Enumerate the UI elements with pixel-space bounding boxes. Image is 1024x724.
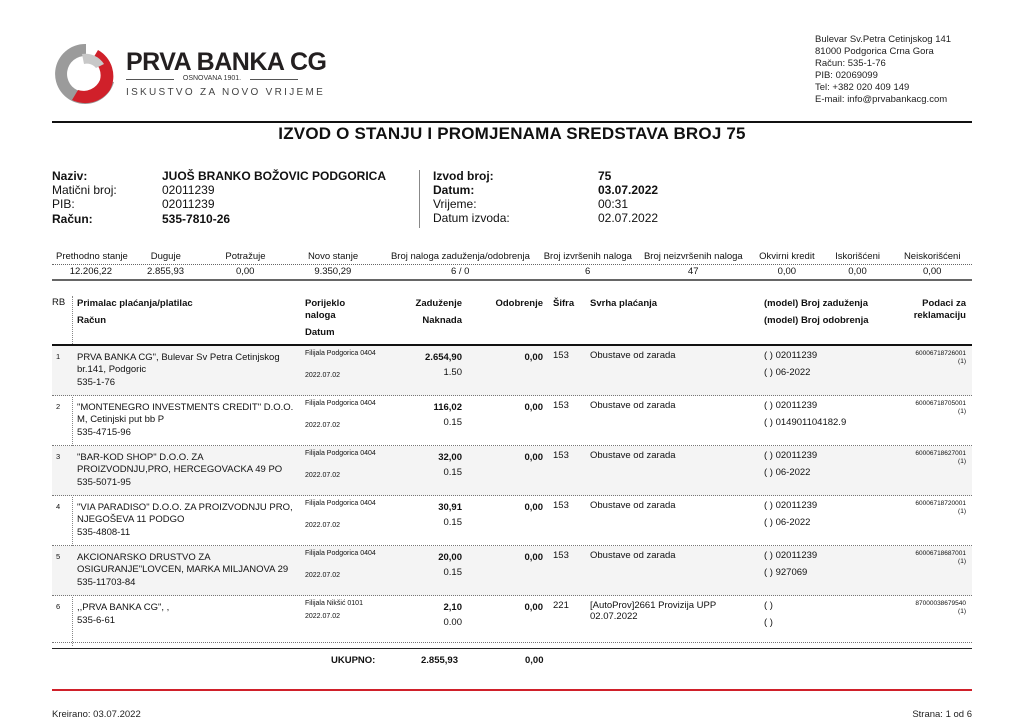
- row-claim-id: 60006718705001: [915, 400, 966, 407]
- bank-pib: PIB: 02069099: [815, 70, 878, 81]
- summary-credit: 0,00: [235, 266, 255, 277]
- row-code: 153: [553, 500, 569, 511]
- summary-used: 0,00: [848, 266, 867, 277]
- row-payee: "MONTENEGRO INVESTMENTS CREDIT" D.O.O. M, Cetinjski put bb P: [77, 402, 294, 425]
- table-row[interactable]: [52, 596, 972, 643]
- bank-account: Račun: 535-1-76: [815, 58, 886, 69]
- summary-header-cell: Prethodno stanje: [56, 251, 128, 262]
- logo-swirl-icon: [52, 40, 120, 108]
- row-code: 153: [553, 450, 569, 461]
- row-claim-id: 60006718627001: [915, 450, 966, 457]
- row-number: 2: [56, 402, 61, 411]
- statement-issue-date: 02.07.2022: [598, 211, 659, 225]
- document-title: IZVOD O STANJU I PROMJENAMA SREDSTAVA BROJ 75: [278, 124, 746, 143]
- summary-executed: 6: [585, 266, 591, 277]
- row-claim: [915, 350, 966, 366]
- row-debit: 32,00: [438, 452, 462, 463]
- row-claim-id: 60006718720001: [915, 500, 966, 507]
- header-code: Šifra: [553, 298, 575, 309]
- row-credit-ref: ( ) 06-2022: [764, 367, 811, 378]
- row-debit: 116,02: [433, 402, 462, 413]
- client-name: JUOŠ BRANKO BOŽOVIC PODGORICA: [162, 169, 387, 183]
- row-origin: Filijala Podgorica 0404: [305, 550, 376, 557]
- row-code: 221: [553, 600, 569, 611]
- summary-order-count: 6 / 0: [450, 266, 470, 277]
- statement-date: 03.07.2022: [598, 183, 659, 197]
- summary-header-cell: Broj neizvršenih naloga: [643, 251, 743, 262]
- summary-unexecuted: 47: [687, 266, 699, 277]
- statement-time: 00:31: [598, 197, 629, 211]
- row-debit: 20,00: [438, 552, 462, 563]
- total-label: UKUPNO:: [331, 655, 376, 666]
- summary-unused: 0,00: [922, 266, 942, 277]
- summary-header: [52, 251, 972, 265]
- summary-header-cell: Iskorišćeni: [835, 251, 880, 262]
- header-origin: Porijeklo: [305, 298, 346, 309]
- header-divider: [52, 121, 972, 123]
- row-number: 4: [56, 502, 61, 511]
- row-code: 153: [553, 350, 569, 361]
- row-claim: [915, 550, 966, 566]
- bank-tagline: ISKUSTVO ZA NOVO VRIJEME: [126, 87, 326, 98]
- row-fee: 0.15: [443, 417, 462, 428]
- row-debit-ref: ( ): [764, 600, 773, 611]
- row-debit-ref: ( ) 02011239: [764, 450, 818, 461]
- row-claim-id: 87000038679540: [915, 600, 966, 607]
- row-number: 6: [56, 602, 61, 611]
- table-row[interactable]: [52, 546, 972, 596]
- client-account-label: Račun:: [52, 212, 93, 226]
- row-payee: AKCIONARSKO DRUSTVO ZA OSIGURANJE"LOVCEN, MARKA MILJANOVA 29: [77, 552, 289, 575]
- row-payee: PRVA BANKA CG", Bulevar Sv Petra Cetinjskog br.141, Podgoric: [77, 352, 280, 375]
- row-account: 535-5071-95: [77, 477, 131, 488]
- row-number: 5: [56, 552, 61, 561]
- total-credit: 0,00: [525, 655, 544, 666]
- statement-number: 75: [598, 169, 612, 183]
- bank-logo: [52, 40, 327, 110]
- row-credit: 0,00: [524, 352, 543, 363]
- table-row[interactable]: [52, 446, 972, 496]
- row-credit: 0,00: [524, 402, 543, 413]
- row-claim-id: 60006718726001: [915, 350, 966, 357]
- client-mb: 02011239: [162, 183, 215, 197]
- bank-address: Bulevar Sv.Petra Cetinjskog 141: [815, 34, 952, 45]
- client-pib: 02011239: [162, 197, 215, 211]
- row-credit-ref: ( ) 927069: [764, 567, 808, 578]
- total-debit: 2.855,93: [421, 655, 458, 666]
- row-origin: Filijala Podgorica 0404: [305, 500, 376, 507]
- header-claims: Podaci za: [922, 298, 966, 309]
- row-claim-count: (1): [958, 358, 966, 365]
- row-payee: ,,PRVA BANKA CG", ,: [77, 602, 170, 613]
- row-origin: Filijala Nikšić 0101: [305, 600, 363, 607]
- table-row[interactable]: [52, 346, 972, 396]
- row-date: 2022.07.02: [305, 572, 341, 579]
- row-claim: [915, 400, 966, 416]
- row-number: 1: [56, 352, 61, 361]
- row-date: 2022.07.02: [305, 422, 341, 429]
- header-account: Račun: [77, 315, 107, 326]
- row-purpose: [AutoProv]2661 Provizija UPP 02.07.2022: [590, 600, 717, 622]
- row-payee: "BAR-KOD SHOP" D.O.O. ZA PROIZVODNJU,PRO, HERCEGOVACKA 49 PO: [77, 452, 283, 475]
- row-account: 535-6-61: [77, 615, 116, 626]
- header-credit-ref: (model) Broj odobrenja: [764, 315, 869, 326]
- row-date: 2022.07.02: [305, 522, 341, 529]
- row-debit: 30,91: [438, 502, 462, 513]
- row-origin: Filijala Podgorica 0404: [305, 450, 376, 457]
- bank-city: 81000 Podgorica Crna Gora: [815, 46, 934, 57]
- row-fee: 0.00: [443, 617, 462, 628]
- row-account: 535-4808-11: [77, 527, 131, 538]
- row-claim: [915, 500, 966, 516]
- bank-phone: Tel: +382 020 409 149: [815, 82, 910, 93]
- statement-date-label: Datum:: [433, 183, 475, 197]
- summary-credit-line: 0,00: [777, 266, 797, 277]
- header-rb: RB: [52, 297, 66, 308]
- statement-issue-date-label: Datum izvoda:: [433, 211, 510, 225]
- row-debit-ref: ( ) 02011239: [764, 500, 818, 511]
- row-purpose: Obustave od zarada: [590, 550, 676, 561]
- client-account: 535-7810-26: [162, 212, 231, 226]
- header-origin-2: naloga: [305, 310, 336, 321]
- header-credit: Odobrenje: [495, 298, 543, 309]
- row-credit-ref: ( ) 014901104182.9: [764, 417, 847, 428]
- header-debit: Zaduženje: [415, 298, 462, 309]
- row-debit-ref: ( ) 02011239: [764, 400, 818, 411]
- summary-header-cell: Broj izvršenih naloga: [543, 251, 632, 262]
- row-debit: 2,10: [443, 602, 462, 613]
- row-credit: 0,00: [524, 502, 543, 513]
- row-claim-count: (1): [958, 608, 966, 615]
- row-debit: 2.654,90: [425, 352, 462, 363]
- info-divider: [419, 170, 420, 228]
- row-origin: Filijala Podgorica 0404: [305, 400, 376, 407]
- header-payee: Primalac plaćanja/platilac: [77, 298, 193, 309]
- summary-header-cell: Duguje: [150, 251, 181, 262]
- summary-header-cell: Novo stanje: [307, 251, 359, 262]
- header-purpose: Svrha plaćanja: [590, 298, 658, 309]
- client-name-label: Naziv:: [52, 169, 88, 183]
- transactions-table: [52, 296, 972, 643]
- row-credit-ref: ( ) 06-2022: [764, 517, 811, 528]
- bank-name: PRVA BANKA CG: [126, 48, 327, 76]
- row-origin: Filijala Podgorica 0404: [305, 350, 376, 357]
- totals-divider: [52, 648, 972, 649]
- row-date: 2022.07.02: [305, 372, 341, 379]
- summary-new-balance: 9.350,29: [314, 266, 352, 277]
- summary-previous-balance: 12.206,22: [69, 266, 112, 277]
- row-claim: [915, 450, 966, 466]
- table-header: [52, 296, 972, 346]
- created-date: Kreirano: 03.07.2022: [52, 709, 141, 720]
- table-row[interactable]: [52, 396, 972, 446]
- row-purpose: Obustave od zarada: [590, 500, 676, 511]
- row-claim: [915, 600, 966, 616]
- row-claim-count: (1): [958, 508, 966, 515]
- row-credit-ref: ( ): [764, 617, 773, 628]
- row-date: 2022.07.02: [305, 613, 341, 620]
- row-claim-count: (1): [958, 558, 966, 565]
- row-fee: 1.50: [443, 367, 462, 378]
- client-mb-label: Matični broj:: [52, 183, 117, 197]
- row-purpose: Obustave od zarada: [590, 400, 676, 411]
- summary-header-cell: Potražuje: [225, 251, 266, 262]
- row-payee: "VIA PARADISO" D.O.O. ZA PROIZVODNJU PRO, NJEGOŠEVA 11 PODGO: [77, 502, 293, 525]
- summary-values: [52, 265, 972, 281]
- row-fee: 0.15: [443, 517, 462, 528]
- row-claim-count: (1): [958, 458, 966, 465]
- row-number: 3: [56, 452, 61, 461]
- summary-header-cell: Neiskorišćeni: [903, 251, 961, 262]
- table-row[interactable]: [52, 496, 972, 546]
- bank-email: E-mail: info@prvabankacg.com: [815, 94, 948, 105]
- row-code: 153: [553, 550, 569, 561]
- row-fee: 0.15: [443, 567, 462, 578]
- statement-time-label: Vrijeme:: [433, 197, 477, 211]
- row-debit-ref: ( ) 02011239: [764, 550, 818, 561]
- footer-divider: [52, 689, 972, 691]
- row-credit: 0,00: [524, 552, 543, 563]
- bank-contact-info: [815, 34, 951, 106]
- row-account: 535-1-76: [77, 377, 116, 388]
- client-pib-label: PIB:: [52, 197, 75, 211]
- page-indicator: Strana: 1 od 6: [912, 709, 972, 720]
- row-account: 535-11703-84: [77, 577, 136, 588]
- row-fee: 0.15: [443, 467, 462, 478]
- row-purpose: Obustave od zarada: [590, 350, 676, 361]
- header-date: Datum: [305, 327, 335, 338]
- row-claim-id: 60006718687001: [915, 550, 966, 557]
- row-credit-ref: ( ) 06-2022: [764, 467, 811, 478]
- row-credit: 0,00: [524, 452, 543, 463]
- summary-header-cell: Broj naloga zaduženja/odobrenja: [390, 251, 530, 262]
- row-credit: 0,00: [524, 602, 543, 613]
- row-code: 153: [553, 400, 569, 411]
- summary-header-cell: Okvirni kredit: [759, 251, 815, 262]
- row-claim-count: (1): [958, 408, 966, 415]
- bank-founded: OSNOVANA 1901.: [126, 75, 298, 82]
- row-purpose: Obustave od zarada: [590, 450, 676, 461]
- row-debit-ref: ( ) 02011239: [764, 350, 818, 361]
- statement-number-label: Izvod broj:: [433, 169, 494, 183]
- summary-debit: 2.855,93: [147, 266, 185, 277]
- row-account: 535-4715-96: [77, 427, 131, 438]
- row-date: 2022.07.02: [305, 472, 341, 479]
- header-claims-2: reklamaciju: [913, 310, 966, 321]
- header-debit-ref: (model) Broj zaduženja: [764, 298, 868, 309]
- header-fee: Naknada: [422, 315, 462, 326]
